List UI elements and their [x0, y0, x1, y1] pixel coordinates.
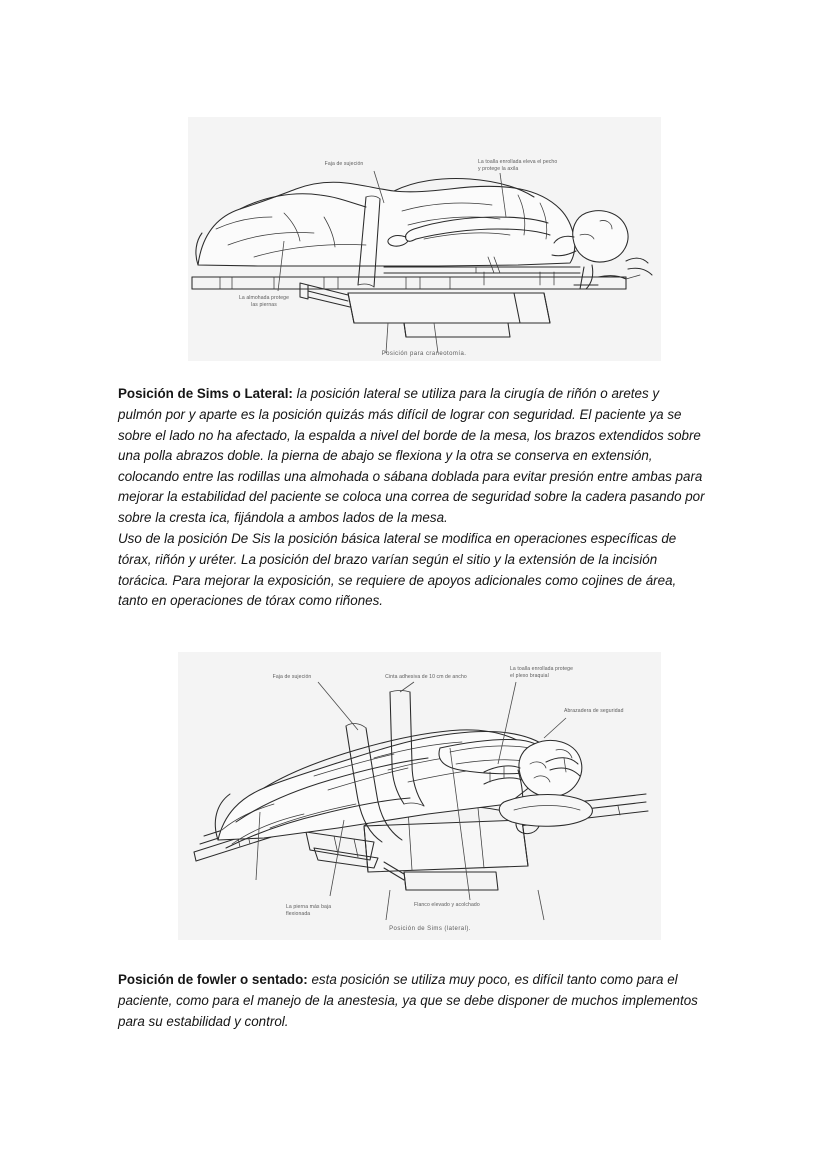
figure-sims: [178, 652, 661, 940]
label-almohada-line2: las piernas: [251, 302, 277, 308]
paragraph-uso-posicion: [118, 529, 706, 611]
paragraph-sims-lead: Posición de Sims o Lateral:: [118, 386, 293, 402]
head-holder: [574, 258, 652, 289]
sims-illustration: [178, 652, 661, 940]
label-sims-faja: Faja de sujeción: [272, 674, 312, 680]
label-sims-toalla-line2: el plexo braquial: [510, 673, 549, 679]
label-sims-flanco: Flanco elevado y acolchado: [414, 902, 480, 908]
figure-craneotomia: [188, 117, 661, 361]
craneotomia-illustration: [188, 117, 661, 361]
label-toalla-line1: La toalla enrollada eleva el pecho: [478, 159, 558, 165]
paragraph-posicion-fowler: [118, 970, 706, 1032]
draped-patient: [196, 179, 575, 267]
paragraph-posicion-sims: [118, 384, 706, 528]
paragraph-uso-body: Uso de la posición De Sis la posición básica lateral se modifica en operaciones específicas de tórax, riñón y uréter. La posición del brazo varían según el sitio y la extensión de la incisión torácica. Para mejorar la exposición, se requiere de apoyos adicionales como cojines de área, tanto en operaciones de tórax como riñones.: [118, 531, 677, 609]
label-sims-pierna-line1: La pierna más baja: [286, 904, 332, 910]
label-faja-sujecion: Faja de sujeción: [324, 161, 364, 167]
label-sims-toalla-line1: La toalla enrollada protege: [510, 666, 574, 672]
figure-caption-sims: Posición de Sims (lateral).: [389, 926, 471, 932]
paragraph-sims-body: la posición lateral se utiliza para la cirugía de riñón o aretes y pulmón por y aparte es la posición quizás más difícil de lograr con seguridad. El paciente ya se sobre el lado no ha afectado, la espalda a nivel del borde de la mesa, los brazos extendidos sobre una polla abrazos doble. la pierna de abajo se flexiona y la otra se conserva en extensión, colocando entre las rodillas una almohada o sábana doblada para evitar presión entre ambas para mejorar la estabilidad del paciente se coloca una correa de seguridad sobre la cadera pasando por sobre la cresta ica, fijándola a ambos lados de la mesa.: [118, 386, 705, 525]
figure-caption-craneotomia: Posición para craneotomía.: [381, 351, 467, 357]
paragraph-fowler-lead: Posición de fowler o sentado:: [118, 972, 308, 988]
table-base: [300, 283, 550, 337]
label-sims-pierna-line2: flexionada: [286, 911, 311, 917]
label-sims-cinta: Cinta adhesiva de 10 cm de ancho: [385, 674, 467, 680]
label-almohada-line1: La almohada protege: [238, 295, 290, 301]
label-sims-abrazadera: Abrazadera de seguridad: [564, 708, 624, 714]
paragraph-fowler-body: esta posición se utiliza muy poco, es difícil tanto como para el paciente, como para el manejo de la anestesia, ya que se debe disponer de muchos implementos para su estabilidad y control.: [118, 972, 698, 1029]
label-toalla-line2: y protege la axila: [478, 166, 519, 172]
